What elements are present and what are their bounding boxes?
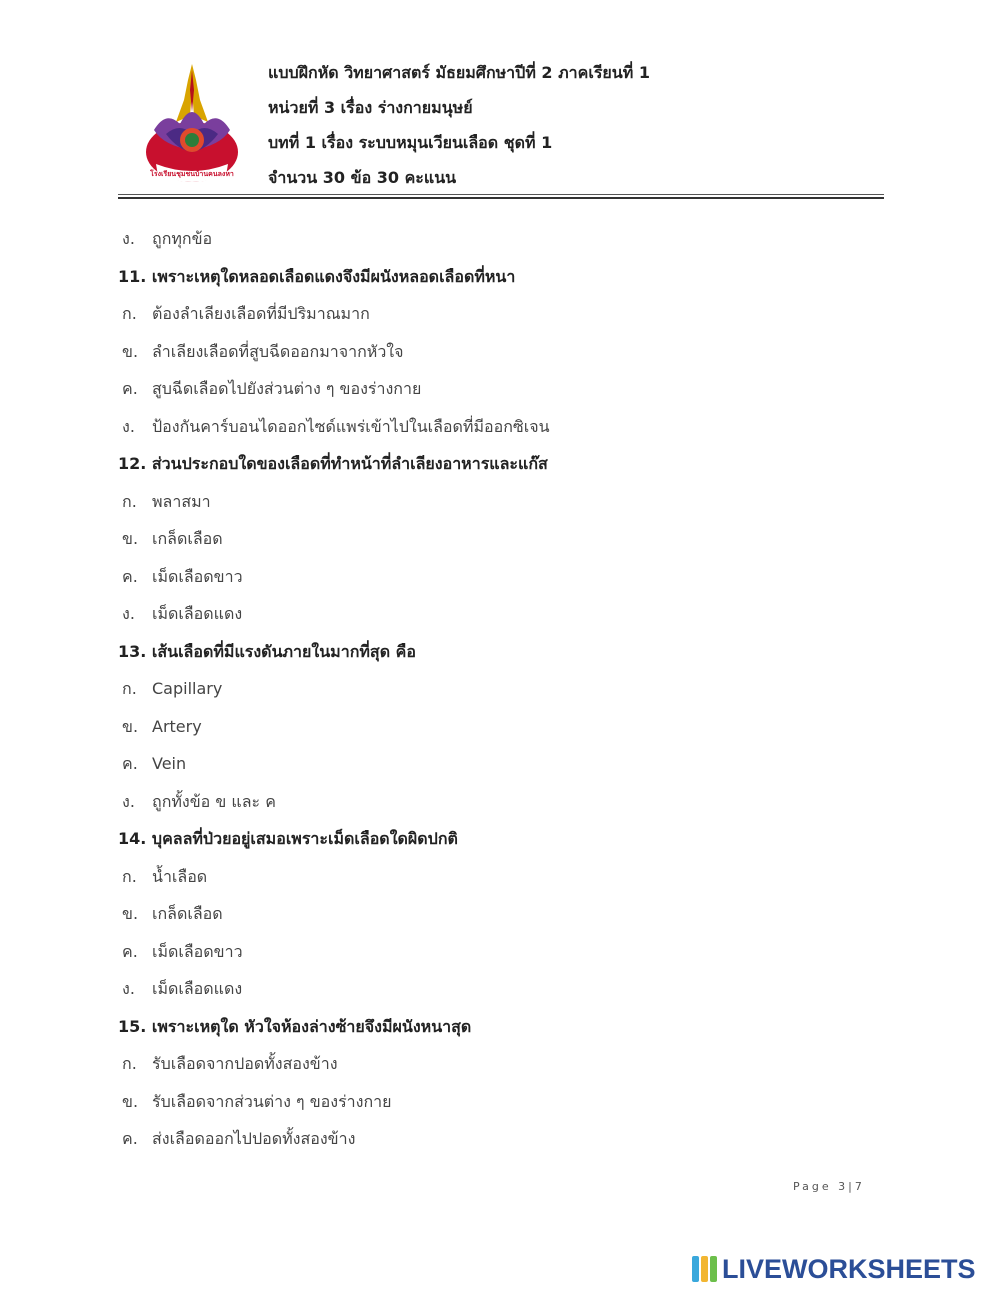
answer-option[interactable] xyxy=(118,745,888,783)
option-letter: ง. xyxy=(122,791,135,811)
option-text: Artery xyxy=(152,716,202,736)
question-text: 14. บุคลลที่ป่วยอยู่เสมอเพราะเม็ดเลือดใดผิดปกติ xyxy=(118,829,458,848)
option-letter: ก. xyxy=(122,304,137,323)
answer-option[interactable] xyxy=(118,933,888,971)
worksheet-title: แบบฝึกหัด วิทยาศาสตร์ มัธยมศึกษาปีที่ 2 ภาคเรียนที่ 1 xyxy=(268,63,650,82)
option-text: ลำเลียงเลือดที่สูบฉีดออกมาจากหัวใจ xyxy=(152,341,404,361)
answer-option[interactable] xyxy=(118,333,888,371)
option-text: เม็ดเลือดแดง xyxy=(152,604,243,623)
option-letter: ค. xyxy=(122,754,138,773)
chapter-title: บทที่ 1 เรื่อง ระบบหมุนเวียนเลือด ชุดที่ 1 xyxy=(268,133,553,152)
option-letter: ก. xyxy=(122,491,137,511)
option-text: สูบฉีดเลือดไปยังส่วนต่าง ๆ ของร่างกาย xyxy=(152,379,422,398)
option-text: Vein xyxy=(152,754,187,773)
answer-option[interactable] xyxy=(118,295,888,333)
option-letter: ง. xyxy=(122,416,135,436)
answer-option[interactable] xyxy=(118,858,888,896)
option-letter: ก. xyxy=(122,679,137,698)
answer-option[interactable] xyxy=(118,408,888,446)
option-letter: ข. xyxy=(122,1091,139,1111)
answer-option[interactable] xyxy=(118,1083,888,1121)
liveworksheets-logo-icon xyxy=(692,1256,718,1282)
answer-option[interactable] xyxy=(118,1120,888,1158)
option-text: เกล็ดเลือด xyxy=(152,529,223,548)
answer-option[interactable] xyxy=(118,708,888,746)
option-text: รับเลือดจากปอดทั้งสองข้าง xyxy=(152,1054,338,1073)
option-text: Capillary xyxy=(152,679,223,698)
option-letter: ค. xyxy=(122,566,138,586)
brand-wordmark: LIVEWORKSHEETS xyxy=(722,1253,976,1284)
header-divider-thin xyxy=(118,194,884,195)
header-divider-thick xyxy=(118,197,884,199)
option-text: พลาสมา xyxy=(152,491,211,511)
option-letter: ข. xyxy=(122,529,139,548)
answer-option[interactable] xyxy=(118,970,888,1008)
option-text: ถูกทั้งข้อ ข และ ค xyxy=(152,791,276,811)
option-letter: ก. xyxy=(122,1054,137,1073)
school-emblem-logo xyxy=(136,60,248,190)
answer-option[interactable] xyxy=(118,370,888,408)
option-text: เกล็ดเลือด xyxy=(152,904,223,923)
option-letter: ง. xyxy=(122,604,135,623)
option-letter: ก. xyxy=(122,866,137,886)
option-letter: ง. xyxy=(122,229,135,248)
question-list xyxy=(118,220,888,1158)
option-letter: ข. xyxy=(122,904,139,923)
option-letter: ข. xyxy=(122,341,139,361)
unit-title: หน่วยที่ 3 เรื่อง ร่างกายมนุษย์ xyxy=(268,98,473,117)
option-letter: ค. xyxy=(122,379,138,398)
option-letter: ง. xyxy=(122,979,135,998)
answer-option[interactable] xyxy=(118,895,888,933)
option-text: ถูกทุกข้อ xyxy=(152,229,213,248)
question-text: 15. เพราะเหตุใด หัวใจห้องล่างซ้ายจึงมีผนังหนาสุด xyxy=(118,1016,472,1036)
question-text: 12. ส่วนประกอบใดของเลือดที่ทำหน้าที่ลำเลียงอาหารและแก๊ส xyxy=(118,454,548,473)
question-text: 11. เพราะเหตุใดหลอดเลือดแดงจึงมีผนังหลอดเลือดที่หนา xyxy=(118,266,516,286)
page-number: Page 3|7 xyxy=(793,1180,865,1193)
option-text: ป้องกันคาร์บอนไดออกไซด์แพร่เข้าไปในเลือดที่มีออกซิเจน xyxy=(152,416,550,436)
question-count: จำนวน 30 ข้อ 30 คะแนน xyxy=(268,168,457,187)
answer-option[interactable] xyxy=(118,1045,888,1083)
answer-option[interactable] xyxy=(118,558,888,596)
option-text: น้ำเลือด xyxy=(152,866,208,886)
answer-option[interactable] xyxy=(118,595,888,633)
answer-option[interactable] xyxy=(118,520,888,558)
answer-option[interactable] xyxy=(118,220,888,258)
header-text-block xyxy=(268,58,650,198)
answer-option[interactable] xyxy=(118,670,888,708)
option-text: เม็ดเลือดขาว xyxy=(152,566,243,586)
option-letter: ค. xyxy=(122,1129,138,1148)
option-letter: ค. xyxy=(122,941,138,961)
option-text: เม็ดเลือดขาว xyxy=(152,941,243,961)
option-text: เม็ดเลือดแดง xyxy=(152,979,243,998)
svg-text:โรงเรียนชุมชนบ้านคนลงหา: โรงเรียนชุมชนบ้านคนลงหา xyxy=(150,170,234,178)
option-text: ต้องลำเลียงเลือดที่มีปริมาณมาก xyxy=(152,304,370,323)
option-letter: ข. xyxy=(122,716,139,736)
question-text: 13. เส้นเลือดที่มีแรงดันภายในมากที่สุด คือ xyxy=(118,641,416,661)
page-header xyxy=(118,50,884,200)
option-text: ส่งเลือดออกไปปอดทั้งสองข้าง xyxy=(152,1129,356,1148)
liveworksheets-brand[interactable] xyxy=(692,1252,976,1286)
option-text: รับเลือดจากส่วนต่าง ๆ ของร่างกาย xyxy=(152,1091,392,1111)
answer-option[interactable] xyxy=(118,483,888,521)
answer-option[interactable] xyxy=(118,783,888,821)
